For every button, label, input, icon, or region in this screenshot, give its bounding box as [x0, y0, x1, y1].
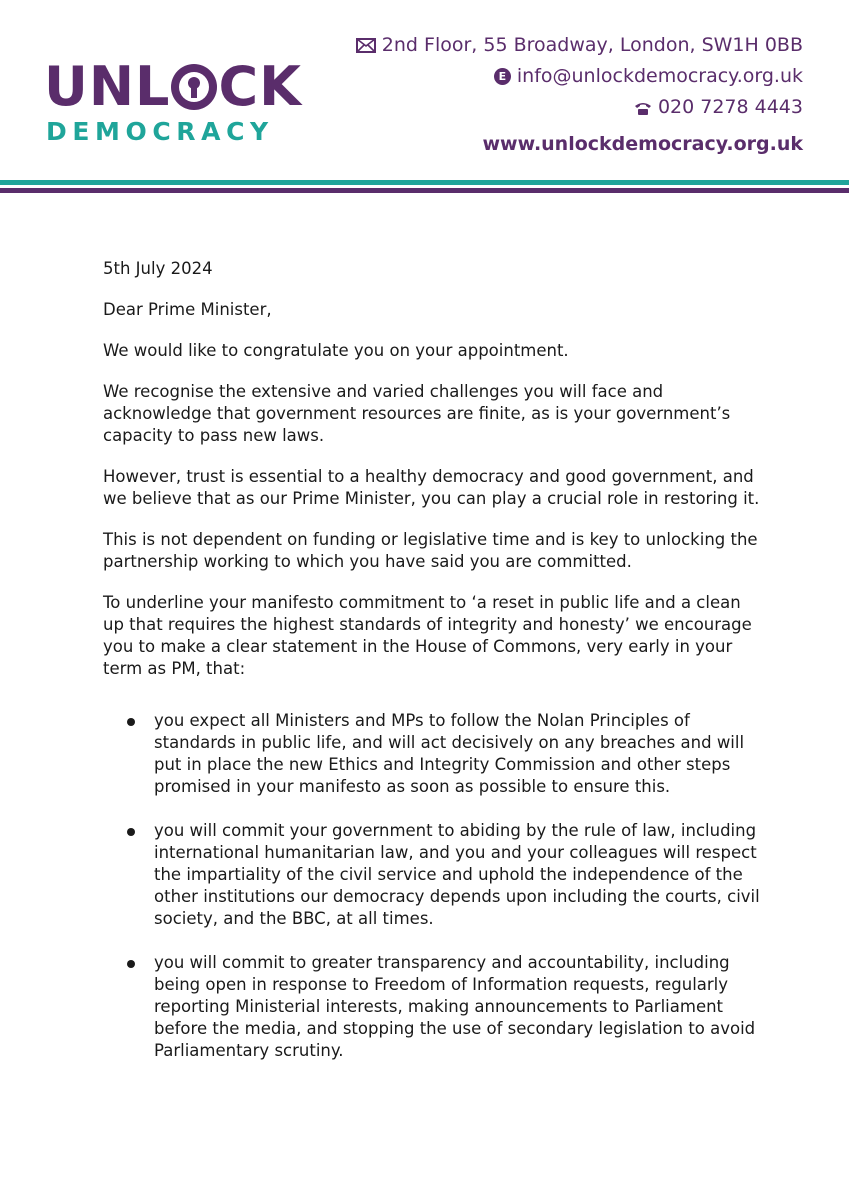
envelope-icon	[356, 38, 376, 53]
letter-salutation: Dear Prime Minister,	[103, 300, 272, 319]
phone-icon	[634, 101, 652, 115]
bullet-text: you will commit your government to abiding by the rule of law, including international humanitarian law, and you and your colleagues will respect the impartiality of the civil service and uphold the independence of the other institutions our democracy depends upon including the courts, civil society, and the BBC, at all times.	[154, 821, 760, 928]
logo-wordmark-democracy: DEMOCRACY	[46, 117, 274, 146]
paragraph-trust: However, trust is essential to a healthy democracy and good government, and we believe that as our Prime Minister, you can play a crucial role in restoring it.	[103, 467, 760, 508]
commitments-list	[103, 710, 763, 1062]
unlock-democracy-logo	[44, 55, 302, 146]
address-line	[356, 30, 803, 61]
bullet-icon	[127, 828, 135, 836]
list-item	[103, 710, 763, 798]
logo-wordmark-unlock	[44, 55, 302, 118]
logo-text-ck: CK	[218, 55, 302, 118]
divider-teal	[0, 180, 849, 185]
bullet-icon	[127, 960, 135, 968]
website-link[interactable]: www.unlockdemocracy.org.uk	[482, 133, 803, 155]
letter-body	[103, 258, 763, 1084]
email-link[interactable]: info@unlockdemocracy.org.uk	[516, 65, 803, 87]
bullet-text: you expect all Ministers and MPs to follow the Nolan Principles of standards in public life, and will act decisively on any breaches and will put in place the new Ethics and Integrity Commission and other steps promised in your manifesto as soon as possible to ensure this.	[154, 711, 745, 796]
bullet-text: you will commit to greater transparency and accountability, including being open in response to Freedom of Information requests, regularly reporting Ministerial interests, making announcements to Parliament before the media, and stopping the use of secondary legislation to avoid Parliamentary scrutiny.	[154, 953, 756, 1060]
paragraph-congratulations: We would like to congratulate you on your appointment.	[103, 341, 569, 360]
logo-text-unl: UNL	[44, 55, 171, 118]
email-line	[356, 61, 803, 92]
list-item	[103, 952, 763, 1062]
letter-date: 5th July 2024	[103, 259, 213, 278]
contact-details	[356, 30, 803, 161]
phone-line	[356, 92, 803, 123]
paragraph-challenges: We recognise the extensive and varied challenges you will face and acknowledge that government resources are finite, as is your government’s capacity to pass new laws.	[103, 382, 731, 445]
list-item	[103, 820, 763, 930]
paragraph-manifesto: To underline your manifesto commitment to ‘a reset in public life and a clean up that requires the highest standards of integrity and honesty’ we encourage you to make a clear statement in the House of Commons, very early in your term as PM, that:	[103, 593, 752, 678]
email-icon: E	[494, 68, 511, 85]
address-text: 2nd Floor, 55 Broadway, London, SW1H 0BB	[381, 34, 803, 56]
lock-keyhole-icon	[171, 64, 217, 110]
divider-purple	[0, 188, 849, 193]
paragraph-funding: This is not dependent on funding or legislative time and is key to unlocking the partnership working to which you have said you are committed.	[103, 530, 758, 571]
phone-text: 020 7278 4443	[657, 96, 803, 118]
bullet-icon	[127, 718, 135, 726]
